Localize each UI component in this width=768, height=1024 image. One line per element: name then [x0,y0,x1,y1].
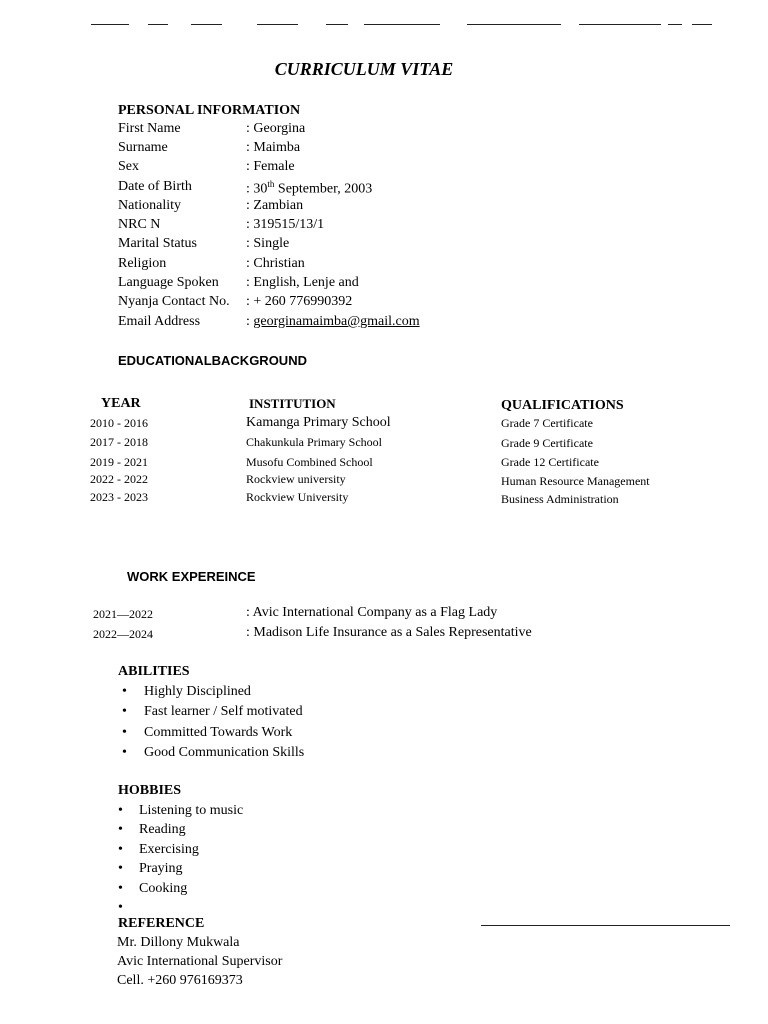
value-surname: : Maimba [246,140,301,155]
edu-qualification-4: Human Resource Management [501,474,650,488]
hobby-text: Listening to music [139,803,244,818]
work-heading: WORK EXPEREINCE [127,569,256,584]
list-item [122,682,304,702]
label-date-of-birth: Date of Birth [118,179,192,194]
value-religion: : Christian [246,256,305,271]
edu-year-5: 2023 - 2023 [90,490,148,504]
ability-text: Fast learner / Self motivated [144,704,303,720]
education-heading: EDUCATIONALBACKGROUND [118,353,307,368]
edu-year-1: 2010 - 2016 [90,416,148,430]
value-marital-status: : Single [246,236,290,251]
label-surname: Surname [118,140,168,155]
label-nrc: NRC N [118,217,161,232]
value-date-of-birth [246,179,372,198]
list-item [118,801,244,820]
ability-text: Good Communication Skills [144,744,305,760]
list-item [118,820,243,839]
work-period-2: 2022—2024 [93,627,153,641]
label-religion: Religion [118,256,167,271]
hobbies-list [118,801,244,917]
hobby-text: Exercising [139,841,199,857]
edu-institution-4: Rockview university [246,472,346,486]
col-institution: INSTITUTION [249,396,336,411]
reference-heading: REFERENCE [118,916,205,931]
bullet-icon: • [118,880,123,896]
list-item [122,743,305,763]
label-sex: Sex [118,159,139,174]
edu-qualification-2: Grade 9 Certificate [501,436,593,450]
col-year: YEAR [101,396,141,411]
list-item [118,879,243,898]
edu-year-3: 2019 - 2021 [90,455,148,469]
email-colon: : [246,314,254,329]
bullet-icon: • [118,899,123,915]
abilities-list [122,682,305,763]
ability-text: Highly Disciplined [144,684,251,699]
personal-heading: PERSONAL INFORMATION [118,103,301,118]
bullet-icon: • [118,841,123,857]
email-link[interactable]: georginamaimba@gmail.com [253,314,420,329]
bullet-icon: • [122,724,127,740]
work-description-1: : Avic International Company as a Flag Lady [246,605,498,620]
list-item [118,859,243,878]
value-language: : English, Lenje and [246,275,359,290]
value-first-name: : Georgina [246,121,306,136]
edu-qualification-3: Grade 12 Certificate [501,455,599,469]
edu-institution-3: Musofu Combined School [246,455,373,469]
bullet-icon: • [118,822,123,838]
reference-name: Mr. Dillony Mukwala [117,935,240,950]
reference-cell: Cell. +260 976169373 [117,973,243,988]
signature-line [481,925,730,926]
work-period-1: 2021—2022 [93,607,153,621]
list-item [118,840,243,859]
label-nationality: Nationality [118,198,181,213]
edu-institution-2: Chakunkula Primary School [246,435,382,449]
hobby-text: Reading [139,822,186,838]
value-contact: : + 260 776990392 [246,294,353,309]
bullet-icon: • [118,803,123,818]
dob-ordinal: th [267,179,275,189]
label-marital-status: Marital Status [118,236,197,251]
col-qualifications: QUALIFICATIONS [501,398,624,413]
hobby-text: Cooking [139,880,188,896]
label-email: Email Address [118,314,201,329]
list-item [118,898,243,917]
edu-year-2: 2017 - 2018 [90,435,148,449]
bullet-icon: • [118,861,123,877]
bullet-icon: • [122,704,127,720]
edu-qualification-1: Grade 7 Certificate [501,416,593,430]
list-item [122,723,304,743]
label-first-name: First Name [118,121,181,136]
ability-text: Committed Towards Work [144,724,293,740]
bullet-icon: • [122,744,127,760]
bullet-icon: • [122,684,127,699]
hobby-text: Praying [139,861,183,877]
value-sex: : Female [246,159,295,174]
value-nationality: : Zambian [246,198,304,213]
dob-day: : 30 [246,181,268,197]
edu-institution-5: Rockview University [246,490,349,504]
dob-month-year: September, 2003 [274,181,373,197]
value-nrc: : 319515/13/1 [246,217,325,232]
edu-qualification-5: Business Administration [501,492,619,506]
hobbies-heading: HOBBIES [118,783,182,798]
document-title: CURRICULUM VITAE [274,59,454,79]
abilities-heading: ABILITIES [118,664,190,679]
label-contact: Nyanja Contact No. [118,294,230,309]
list-item [122,702,304,722]
edu-year-4: 2022 - 2022 [90,472,148,486]
label-language: Language Spoken [118,275,219,290]
reference-position: Avic International Supervisor [117,954,283,969]
value-email [246,314,420,330]
work-description-2: : Madison Life Insurance as a Sales Representative [246,625,532,640]
edu-institution-1: Kamanga Primary School [246,415,391,430]
